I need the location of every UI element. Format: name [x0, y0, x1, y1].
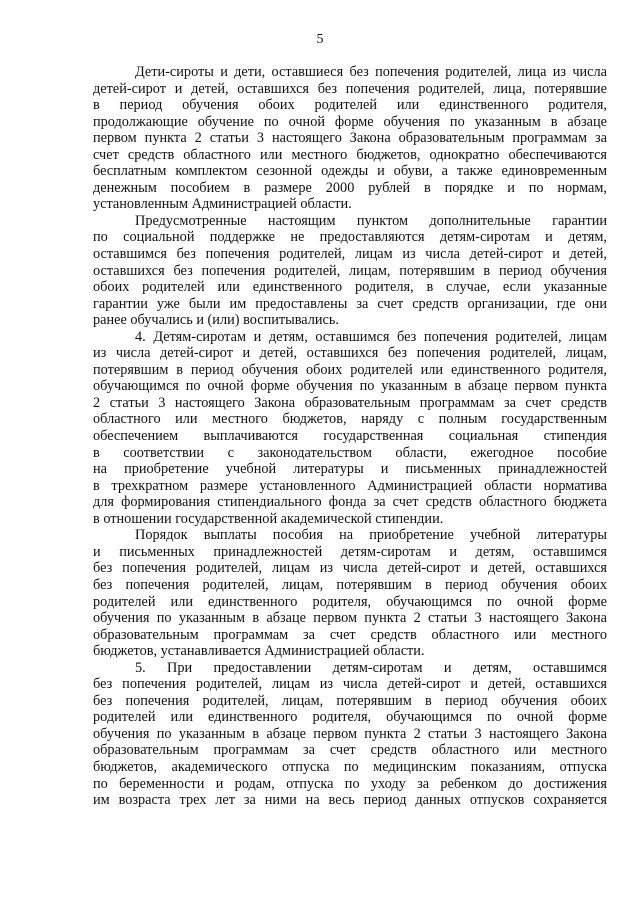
text-line: оставшихся без попечения родителей, лицам, потерявшим в период обучения: [93, 262, 607, 279]
text-line: без попечения родителей, лицам, потерявшим в период обучения обоих: [93, 692, 607, 709]
text-line: родителей или единственного родителя, обучающимся по очной форме: [93, 709, 607, 726]
text-line: из числа детей-сирот и детей, оставшихся без попечения родителей, лицам,: [93, 345, 607, 362]
text-line: гарантии уже были им предоставлены за счет средств организации, где они: [93, 295, 607, 312]
text-line: родителей или единственного родителя, обучающимся по очной форме: [93, 593, 607, 610]
text-line: по беременности и родам, отпуска по уходу за ребенком до достижения: [93, 775, 607, 792]
text-line: Дети-сироты и дети, оставшиеся без попечения родителей, лица из числа: [135, 64, 607, 80]
page-number: 5: [316, 32, 324, 47]
text-line: образовательным программам за счет средств областного или местного: [93, 742, 607, 759]
text-line: денежным пособием в размере 2000 рублей в порядке и по нормам,: [93, 179, 607, 196]
text-line: для формирования стипендиального фонда за счет средств областного бюджета: [93, 494, 607, 511]
text-line: обоих родителей или единственного родителя, в случае, если указанные: [93, 279, 607, 296]
text-line: без попечения родителей, лицам, потерявшим в период обучения обоих: [93, 576, 607, 593]
text-line: оставшимся без попечения родителей, лицам из числа детей-сирот и детей,: [93, 246, 607, 263]
text-line: Порядок выплаты пособия на приобретение учебной литературы: [135, 527, 607, 544]
text-line: обучения по указанным в абзаце первом пункта 2 статьи 3 настоящего Закона: [93, 725, 607, 742]
paragraph: [93, 213, 607, 329]
text-line: бюджетов, академического отпуска по медицинским показаниям, отпуска: [93, 758, 607, 775]
text-line: установленным Администрацией области.: [93, 196, 352, 213]
text-line: по социальной поддержке не предоставляются детям-сиротам и детям,: [93, 229, 607, 246]
paragraph: [93, 64, 607, 213]
text-line: 2 статьи 3 настоящего Закона образовательным программам за счет средств: [93, 394, 607, 411]
text-line: в трехкратном размере установленного Администрацией области норматива: [93, 477, 607, 494]
paragraph: [93, 527, 607, 659]
text-line: на приобретение учебной литературы и письменных принадлежностей: [93, 461, 607, 478]
text-line: и письменных принадлежностей детям-сиротам и детям, оставшимся: [93, 543, 607, 560]
text-line: бюджетов, устанавливается Администрацией области.: [93, 643, 425, 660]
text-line: в отношении государственной академической стипендии.: [93, 510, 444, 527]
text-line: детей-сирот и детей, оставшихся без попечения родителей, лица, потерявшие: [93, 80, 607, 97]
text-line: им возраста трех лет за ними на весь период данных отпусков сохраняется: [93, 792, 607, 809]
text-line: 5. При предоставлении детям-сиротам и детям, оставшимся: [135, 659, 607, 676]
paragraph: [93, 329, 607, 528]
text-line: без попечения родителей, лицам из числа детей-сирот и детей, оставшихся: [93, 676, 607, 693]
text-line: первом пункта 2 статьи 3 настоящего Закона образовательным программам за: [93, 130, 607, 147]
text-line: обучающимся по очной форме обучения по указанным в абзаце первом пункта: [93, 378, 607, 395]
text-line: в соответствии с законодательством области, ежегодное пособие: [93, 444, 607, 461]
text-line: потерявшим в период обучения обоих родителей или единственного родителя,: [93, 361, 607, 378]
text-line: в период обучения обоих родителей или единственного родителя,: [93, 97, 607, 114]
text-line: бесплатным комплектом сезонной одежды и обуви, а также единовременным: [93, 163, 607, 180]
paragraph: [93, 660, 607, 809]
text-line: обеспечением выплачиваются государственная социальная стипендия: [93, 428, 607, 445]
text-line: Предусмотренные настоящим пунктом дополнительные гарантии: [135, 212, 607, 229]
text-line: ранее обучались и (или) воспитывались.: [93, 312, 339, 329]
text-line: 4. Детям-сиротам и детям, оставшимся без попечения родителей, лицам: [135, 328, 607, 345]
text-line: образовательным программам за счет средств областного или местного: [93, 626, 607, 643]
text-line: областного или местного бюджетов, наряду с полным государственным: [93, 411, 607, 428]
text-line: обучения по указанным в абзаце первом пункта 2 статьи 3 настоящего Закона: [93, 610, 607, 627]
document-body: [93, 64, 607, 809]
text-line: счет средств областного или местного бюджетов, однократно обеспечиваются: [93, 146, 607, 163]
text-line: без попечения родителей, лицам из числа детей-сирот и детей, оставшихся: [93, 560, 607, 577]
text-line: продолжающие обучение по очной форме обучения по указанным в абзаце: [93, 113, 607, 130]
